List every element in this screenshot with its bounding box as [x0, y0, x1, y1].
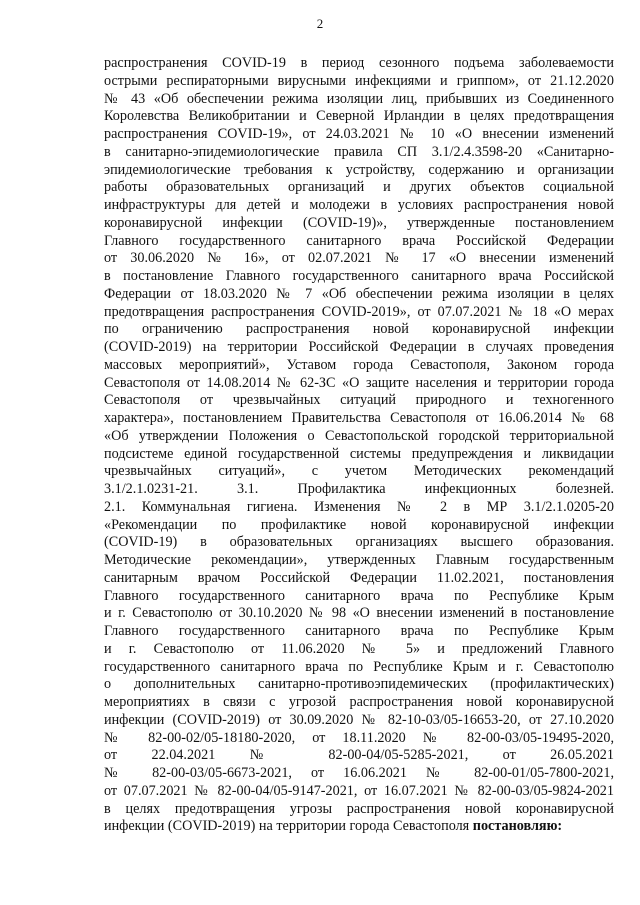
document-line: 2.1. Коммунальная гигиена. Изменения № 2 в МР 3.1/2.1.0205-20 [104, 498, 614, 515]
document-line: Севастополя от чрезвычайных ситуаций природного и техногенного [104, 392, 614, 409]
document-line: № 82-00-03/05-6673-2021, от 16.06.2021 № 82-00-01/05-7800-2021, [104, 765, 614, 781]
document-line-final [104, 818, 614, 836]
document-line: (COVID-19) в образовательных организациях высшего образования. [104, 534, 614, 551]
resolution-keyword: постановляю: [472, 818, 563, 835]
document-line: Методические рекомендации», утвержденных Главным государственным [104, 552, 614, 568]
document-line: от 07.07.2021 № 82-00-04/05-9147-2021, от 16.07.2021 № 82-00-03/05-9824-2021 [104, 782, 614, 799]
document-body [104, 55, 614, 836]
document-line: и г. Севастополю от 11.06.2020 № 5» и предложений Главного [104, 640, 614, 657]
document-line: распространения COVID-19», от 24.03.2021 № 10 «О внесении изменений [104, 126, 614, 142]
document-line: инфекции (COVID-2019) от 30.09.2020 № 82-10-03/05-16653-20, от 27.10.2020 [104, 711, 614, 728]
document-line: распространения COVID-19 в период сезонного подъема заболеваемости [104, 55, 614, 71]
document-line: от 30.06.2020 № 16», от 02.07.2021 № 17 «О внесении изменений [104, 250, 614, 267]
document-line: подсистеме единой государственной системы предупреждения и ликвидации [104, 445, 614, 462]
document-line: эпидемиологические требования к устройству, содержанию и организации [104, 161, 614, 178]
document-line: санитарным врачом Российской Федерации 11.02.2021, постановления [104, 569, 614, 586]
document-line: государственного санитарного врача по Республике Крым и г. Севастополю [104, 658, 614, 675]
document-line: в постановление Главного государственного санитарного врача Российской [104, 268, 614, 284]
document-line: Севастополя от 14.08.2014 № 62-ЗС «О защите населения и территории города [104, 374, 614, 391]
final-line-text: инфекции (COVID-2019) на территории города Севастополя [104, 818, 473, 835]
document-line: от 22.04.2021 № 82-00-04/05-5285-2021, от 26.05.2021 [104, 747, 614, 764]
document-line: Главного государственного санитарного врача Российской Федерации [104, 232, 614, 249]
document-line: Главного государственного санитарного врача по Республике Крым [104, 587, 614, 604]
document-line: характера», постановлением Правительства Севастополя от 16.06.2014 № 68 [104, 410, 614, 426]
document-line: № 82-00-02/05-18180-2020, от 18.11.2020 № 82-00-03/05-19495-2020, [104, 729, 614, 746]
document-line: работы образовательных организаций и других объектов социальной [104, 179, 614, 196]
document-line: и г. Севастополю от 30.10.2020 № 98 «О внесении изменений в постановление [104, 605, 614, 622]
page-number: 2 [316, 16, 324, 31]
document-line: острыми респираторными вирусными инфекциями и гриппом», от 21.12.2020 [104, 72, 614, 89]
document-line: инфраструктуры для детей и молодежи в условиях распространения новой [104, 197, 614, 213]
document-line: чрезвычайных ситуаций», с учетом Методических рекомендаций [104, 463, 614, 480]
document-line: Главного государственного санитарного врача по Республике Крым [104, 623, 614, 639]
document-line: коронавирусной инфекции (COVID-19)», утвержденные постановлением [104, 214, 614, 231]
document-line: «Рекомендации по профилактике новой коронавирусной инфекции [104, 516, 614, 533]
document-line: мероприятиях в связи с угрозой распространения новой коронавирусной [104, 694, 614, 710]
document-line: № 43 «Об обеспечении режима изоляции лиц, прибывших из Соединенного [104, 90, 614, 107]
document-line: по ограничению распространения новой коронавирусной инфекции [104, 321, 614, 338]
document-line: в целях предотвращения угрозы распространения новой коронавирусной [104, 800, 614, 817]
document-line: предотвращения распространения COVID-2019», от 07.07.2021 № 18 «О мерах [104, 303, 614, 320]
document-line: массовых мероприятий», Уставом города Севастополя, Законом города [104, 356, 614, 373]
document-line: Федерации от 18.03.2020 № 7 «Об обеспечении режима изоляции в целях [104, 285, 614, 302]
document-line: 3.1/2.1.0231-21. 3.1. Профилактика инфекционных болезней. [104, 481, 614, 497]
document-line: (COVID-2019) на территории Российской Федерации в случаях проведения [104, 339, 614, 355]
document-line: «Об утверждении Положения о Севастопольской городской территориальной [104, 427, 614, 444]
document-line: в санитарно-эпидемиологические правила СП 3.1/2.4.3598-20 «Санитарно- [104, 143, 614, 160]
document-line: Королевства Великобритании и Северной Ирландии в целях предотвращения [104, 108, 614, 125]
document-line: о дополнительных санитарно-противоэпидемических (профилактических) [104, 676, 614, 693]
